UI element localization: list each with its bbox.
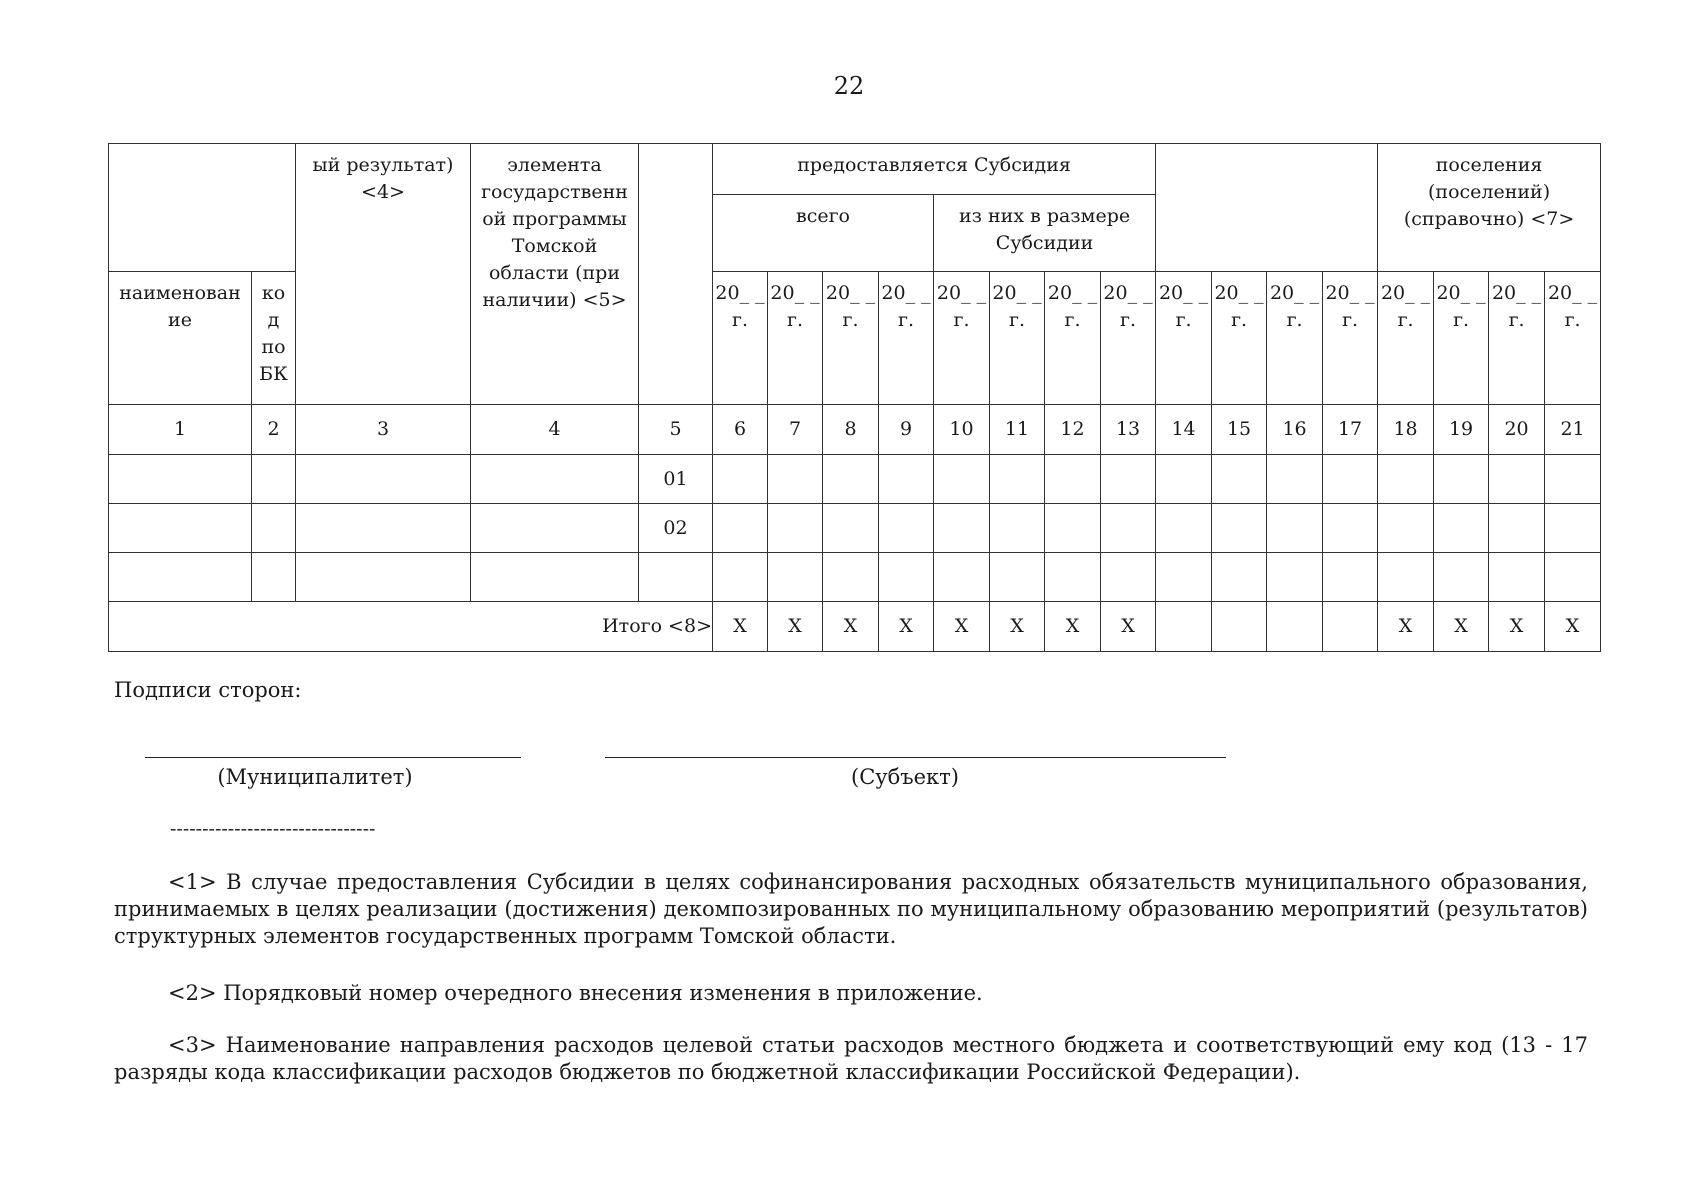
column-number: 9	[879, 405, 934, 455]
total-cell: X	[990, 602, 1045, 652]
header-year: 20_ _ г.	[1267, 272, 1323, 405]
header-year: 20_ _ г.	[879, 272, 934, 405]
column-number: 1	[109, 405, 252, 455]
column-number: 4	[471, 405, 639, 455]
column-number: 5	[639, 405, 713, 455]
signature-line-municipality	[145, 757, 521, 758]
total-cell: X	[1101, 602, 1156, 652]
total-label: Итого <8>	[109, 602, 713, 652]
header-name: наименован ие	[109, 272, 252, 405]
header-cell-blank	[109, 144, 296, 272]
header-col5	[639, 144, 713, 405]
column-number: 7	[768, 405, 823, 455]
column-number: 16	[1267, 405, 1323, 455]
header-year: 20_ _ г.	[1212, 272, 1267, 405]
column-number: 8	[823, 405, 879, 455]
column-number: 21	[1545, 405, 1601, 455]
footnote-2: <2> Порядковый номер очередного внесения изменения в приложение.	[168, 981, 983, 1005]
header-col14-17	[1156, 144, 1378, 272]
total-cell: X	[1489, 602, 1545, 652]
footnote-1: <1> В случае предоставления Субсидии в целях софинансирования расходных обязательств муниципального образования, принимаемых в целях реализации (достижения) декомпозированных по муниципальному образованию мероприятий (результатов) структурных элементов государственных программ Томской области.	[114, 870, 1588, 948]
column-number: 19	[1434, 405, 1489, 455]
header-year: 20_ _ г.	[1378, 272, 1434, 405]
subsidy-table	[108, 143, 1601, 652]
header-year: 20_ _ г.	[1545, 272, 1601, 405]
total-cell	[1156, 602, 1212, 652]
header-year: 20_ _ г.	[1323, 272, 1378, 405]
header-year: 20_ _ г.	[1045, 272, 1101, 405]
total-cell: X	[823, 602, 879, 652]
signature-label-municipality: (Муниципалитет)	[217, 765, 413, 789]
header-year: 20_ _ г.	[934, 272, 990, 405]
header-subsidy: предоставляется Субсидия	[713, 144, 1156, 195]
signature-label-subject: (Субъект)	[851, 765, 959, 789]
total-cell: X	[1378, 602, 1434, 652]
header-program-element: элемента государственн ой программы Томской области (при наличии) <5>	[471, 144, 639, 405]
total-cell	[1323, 602, 1378, 652]
row-code: 01	[639, 455, 713, 504]
header-year: 20_ _ г.	[1489, 272, 1545, 405]
column-number: 2	[252, 405, 296, 455]
header-year: 20_ _ г.	[1101, 272, 1156, 405]
footnote-3: <3> Наименование направления расходов целевой статьи расходов местного бюджета и соответствующий ему код (13 - 17 разряды кода классификации расходов бюджетов по бюджетной классификации Российской Федерации).	[114, 1033, 1588, 1084]
header-of-which: из них в размере Субсидии	[934, 195, 1156, 272]
total-cell	[1212, 602, 1267, 652]
total-cell: X	[713, 602, 768, 652]
header-year: 20_ _ г.	[713, 272, 768, 405]
total-cell	[1267, 602, 1323, 652]
row-code: 02	[639, 504, 713, 553]
column-number: 13	[1101, 405, 1156, 455]
footnote-separator: --------------------------------	[170, 818, 376, 840]
total-cell: X	[768, 602, 823, 652]
column-number: 20	[1489, 405, 1545, 455]
total-cell: X	[934, 602, 990, 652]
header-year: 20_ _ г.	[823, 272, 879, 405]
header-year: 20_ _ г.	[1156, 272, 1212, 405]
total-cell: X	[1545, 602, 1601, 652]
signatures-title: Подписи сторон:	[114, 678, 302, 702]
column-number: 10	[934, 405, 990, 455]
table-row	[109, 455, 1601, 504]
table-row	[109, 504, 1601, 553]
header-year: 20_ _ г.	[1434, 272, 1489, 405]
column-number: 17	[1323, 405, 1378, 455]
column-number: 3	[296, 405, 471, 455]
total-cell: X	[1434, 602, 1489, 652]
column-number: 12	[1045, 405, 1101, 455]
header-result: ый результат) <4>	[296, 144, 471, 405]
row-code	[639, 553, 713, 602]
column-number: 15	[1212, 405, 1267, 455]
total-row	[109, 602, 1601, 652]
header-code: ко д по БК	[252, 272, 296, 405]
table-row	[109, 553, 1601, 602]
column-number: 11	[990, 405, 1045, 455]
header-total: всего	[713, 195, 934, 272]
page-number: 22	[833, 72, 865, 100]
header-settlements: поселения (поселений) (справочно) <7>	[1378, 144, 1601, 272]
column-number: 14	[1156, 405, 1212, 455]
total-cell: X	[1045, 602, 1101, 652]
header-year: 20_ _ г.	[768, 272, 823, 405]
column-number: 6	[713, 405, 768, 455]
total-cell: X	[879, 602, 934, 652]
signature-line-subject	[605, 757, 1226, 758]
column-number: 18	[1378, 405, 1434, 455]
header-year: 20_ _ г.	[990, 272, 1045, 405]
